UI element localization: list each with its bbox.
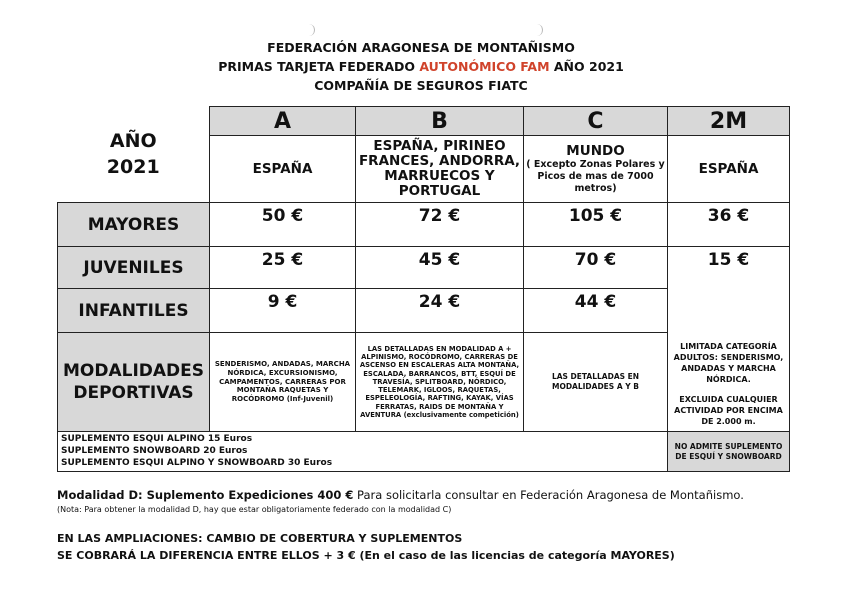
- supplement-snowboard: SUPLEMENTO SNOWBOARD 20 Euros: [61, 446, 248, 456]
- year-cell: [58, 107, 210, 203]
- price-juveniles-b: 45 €: [356, 247, 524, 289]
- subtitle-prefix: PRIMAS TARJETA FEDERADO: [218, 59, 420, 74]
- region-c-note: ( Excepto Zonas Polares y Picos de mas de 7000 metros): [526, 158, 665, 194]
- category-2m-restrictions: [668, 289, 790, 432]
- prices-table: [57, 106, 790, 472]
- year-value: 2021: [106, 156, 160, 179]
- header-subtitle: [0, 59, 842, 74]
- price-juveniles-c: 70 €: [524, 247, 668, 289]
- row-label-juveniles: JUVENILES: [58, 247, 210, 289]
- row-label-infantiles: INFANTILES: [58, 289, 210, 333]
- modalidad-c-activities: LAS DETALLADAS EN MODALIDADES A Y B: [524, 333, 668, 432]
- region-2m: ESPAÑA: [668, 136, 790, 203]
- punch-hole-right: [534, 24, 543, 36]
- region-c: [524, 136, 668, 203]
- row-label-mayores: MAYORES: [58, 203, 210, 247]
- modalidad-d-title: Modalidad D: Suplemento Expediciones 400 €: [57, 488, 354, 502]
- price-juveniles-2m: 15 €: [668, 247, 790, 289]
- header-title: FEDERACIÓN ARAGONESA DE MONTAÑISMO: [267, 40, 575, 55]
- price-juveniles-a: 25 €: [210, 247, 356, 289]
- subtitle-accent: AUTONÓMICO FAM: [419, 59, 550, 74]
- price-infantiles-c: 44 €: [524, 289, 668, 333]
- year-label: AÑO: [109, 130, 157, 153]
- col-header-2m: 2M: [668, 107, 790, 136]
- modalidades-label-1: MODALIDADES: [62, 361, 205, 381]
- modalidad-d-note: (Nota: Para obtener la modalidad D, hay que estar obligatoriamente federado con la modalidad C): [57, 505, 452, 514]
- region-b: ESPAÑA, PIRINEO FRANCES, ANDORRA, MARRUECOS Y PORTUGAL: [356, 136, 524, 203]
- region-c-name: MUNDO: [566, 142, 625, 159]
- ampliaciones-line-2: SE COBRARÁ LA DIFERENCIA ENTRE ELLOS + 3 € (En el caso de las licencias de categoría MAYORES): [57, 549, 675, 562]
- price-mayores-b: 72 €: [356, 203, 524, 247]
- supplements-cell: [58, 432, 668, 472]
- price-infantiles-b: 24 €: [356, 289, 524, 333]
- punch-hole-left: [306, 24, 315, 36]
- modalidades-label-2: DEPORTIVAS: [73, 383, 194, 403]
- subtitle-suffix: AÑO 2021: [549, 59, 624, 74]
- modalidad-d-info: Para solicitarla consultar en Federación Aragonesa de Montañismo.: [353, 488, 744, 502]
- ampliaciones-line-1: EN LAS AMPLIACIONES: CAMBIO DE COBERTURA Y SUPLEMENTOS: [57, 532, 463, 545]
- no-admite-suplemento: NO ADMITE SUPLEMENTO DE ESQUÍ Y SNOWBOARD: [668, 432, 790, 472]
- row-label-modalidades: [58, 333, 210, 432]
- price-mayores-c: 105 €: [524, 203, 668, 247]
- col-header-b: B: [356, 107, 524, 136]
- modalidad-b-activities: LAS DETALLADAS EN MODALIDAD A + ALPINISMO, ROCÓDROMO, CARRERAS DE ASCENSO EN ESCALERAS ALTA MONTAÑA, ESCALADA, BARRANCOS, BTT, ESQUÍ DE TRAVESÍA, SPLITBOARD, NÓRDICO, TELEMARK, IGLOOS, RAQUETAS, ESPELEOLOGÍA, RAFTING, KAYAK, VÍAS FERRATAS, RAIDS DE MONTAÑA Y AVENTURA (exclusivamente competición): [356, 333, 524, 432]
- col-header-c: C: [524, 107, 668, 136]
- category-2m-limit: LIMITADA CATEGORÍA ADULTOS: SENDERISMO, ANDADAS Y MARCHA NÓRDICA.: [673, 342, 784, 384]
- supplement-ski: SUPLEMENTO ESQUI ALPINO 15 Euros: [61, 434, 253, 444]
- category-2m-exclusion: EXCLUIDA CUALQUIER ACTIVIDAD POR ENCIMA DE 2.000 m.: [674, 395, 783, 426]
- price-mayores-2m: 36 €: [668, 203, 790, 247]
- col-header-a: A: [210, 107, 356, 136]
- price-infantiles-a: 9 €: [210, 289, 356, 333]
- region-a: ESPAÑA: [210, 136, 356, 203]
- modalidad-a-activities: SENDERISMO, ANDADAS, MARCHA NÓRDICA, EXCURSIONISMO, CAMPAMENTOS, CARRERAS POR MONTAÑA RAQUETAS Y ROCÓDROMO (Inf-Juvenil): [210, 333, 356, 432]
- header-insurer: COMPAÑÍA DE SEGUROS FIATC: [314, 78, 528, 93]
- modalidad-d-line: [57, 488, 744, 502]
- price-mayores-a: 50 €: [210, 203, 356, 247]
- supplement-ski-snowboard: SUPLEMENTO ESQUI ALPINO Y SNOWBOARD 30 Euros: [61, 458, 333, 468]
